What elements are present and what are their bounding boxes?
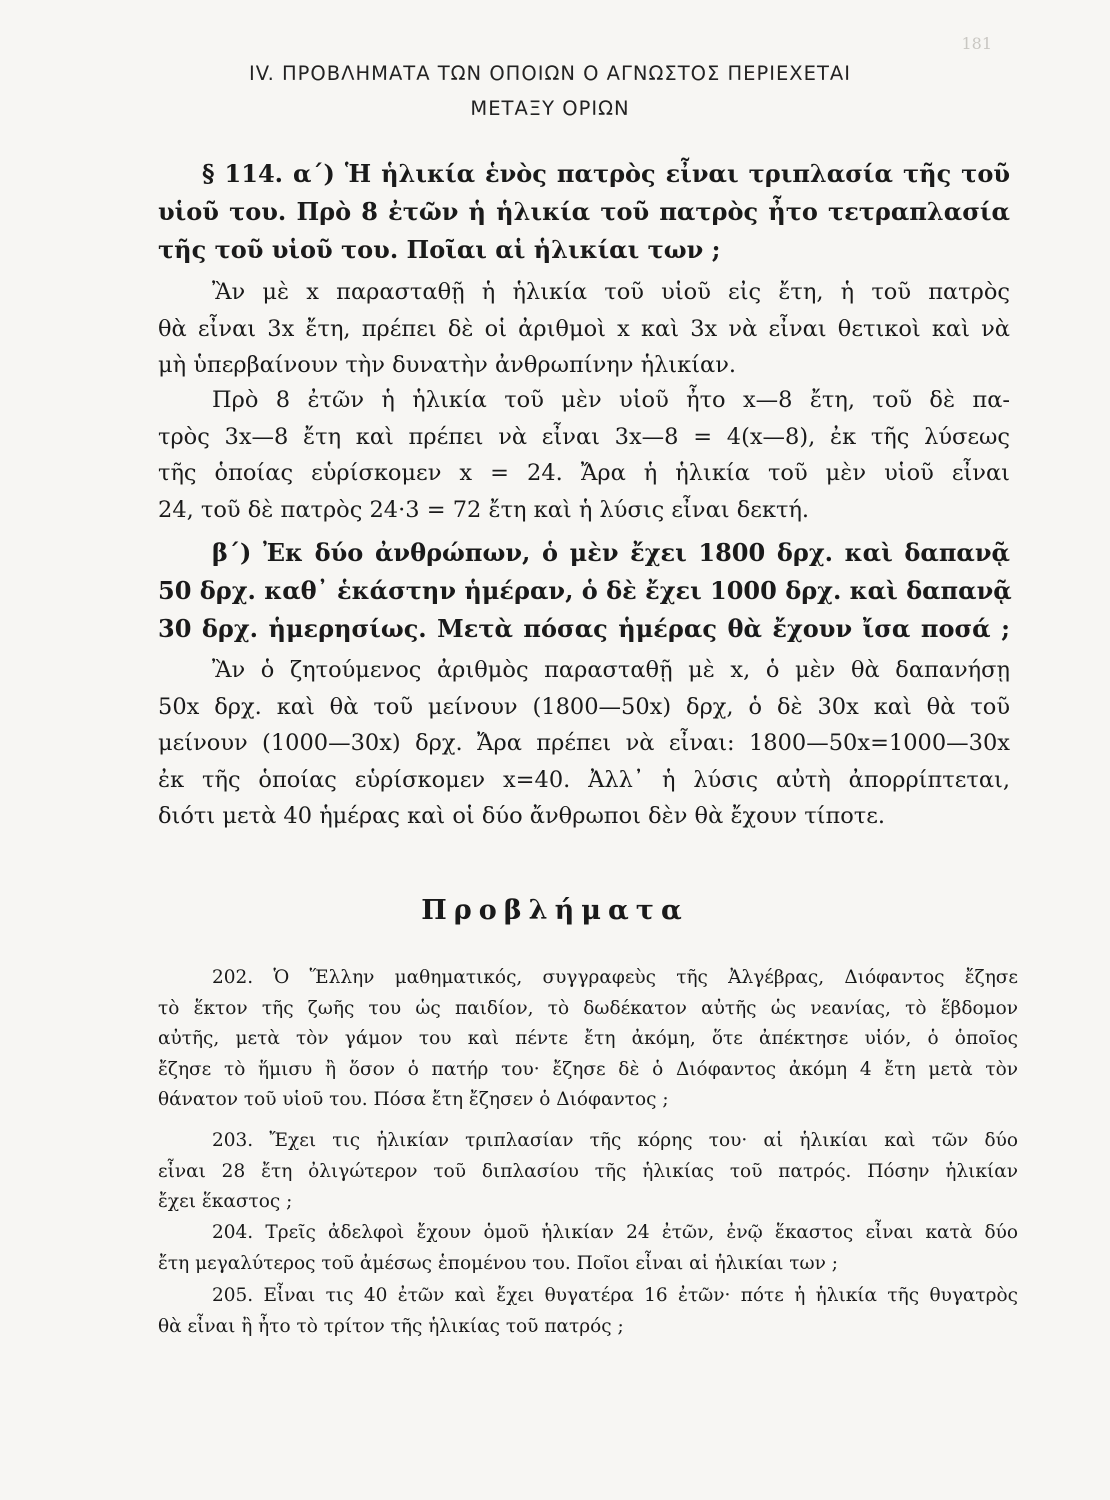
text-line: τῆς ὁποίας εὑρίσκομεν x = 24. Ἄρα ἡ ἡλικία τοῦ μὲν υἱοῦ εἶναι (158, 460, 1010, 486)
text-line: β΄) Ἐκ δύο ἀνθρώπων, ὁ μὲν ἔχει 1800 δρχ. καὶ δαπανᾷ (212, 538, 1010, 567)
text-line: ἐκ τῆς ὁποίας εὑρίσκομεν x=40. Ἀλλ᾿ ἡ λύσις αὐτὴ ἀπορρίπτεται, (158, 766, 1010, 793)
section-a-solution-paragraph-2 (158, 382, 1010, 528)
text-line: εἶναι 28 ἔτη ὀλιγώτερον τοῦ διπλασίου τῆς ἡλικίας τοῦ πατρός. Πόσην ἡλικίαν (158, 1160, 1018, 1182)
text-line: Ἂν μὲ x παρασταθῇ ἡ ἡλικία τοῦ υἱοῦ εἰς ἔτη, ἡ τοῦ πατρὸς (212, 279, 1010, 305)
problem-205 (158, 1281, 1018, 1342)
section-b-problem (158, 534, 1010, 648)
text-line: Πρὸ 8 ἐτῶν ἡ ἡλικία τοῦ μὲν υἱοῦ ἦτο x—8 ἔτη, τοῦ δὲ πα- (212, 387, 1010, 413)
text-line: 50 δρχ. καθ᾿ ἑκάστην ἡμέραν, ὁ δὲ ἔχει 1000 δρχ. καὶ δαπανᾷ (158, 576, 1012, 605)
section-a-problem (158, 155, 1010, 269)
bleed-through-page-number: 181 (961, 34, 992, 53)
problem-204 (158, 1218, 1018, 1279)
chapter-header-line-1: IV. ΠΡΟΒΛΗΜΑΤΑ ΤΩΝ ΟΠΟΙΩΝ Ο ΑΓΝΩΣΤΟΣ ΠΕΡΙΕΧΕΤΑΙ (249, 62, 851, 85)
text-line: § 114. α΄) Ἡ ἡλικία ἑνὸς πατρὸς εἶναι τριπλασία τῆς τοῦ (202, 159, 1010, 188)
problem-202 (158, 963, 1018, 1116)
text-line: ἔχει ἕκαστος ; (158, 1191, 293, 1212)
problems-title: Προβλήματα (421, 895, 689, 926)
text-line: τρὸς 3x—8 ἔτη καὶ πρέπει νὰ εἶναι 3x—8 = 4(x—8), ἐκ τῆς λύσεως (158, 423, 1010, 450)
text-line: ἔζησε τὸ ἥμισυ ἢ ὅσον ὁ πατήρ του· ἔζησε δὲ ὁ Διόφαντος ἀκόμη 4 ἔτη μετὰ τὸν (158, 1058, 1018, 1080)
text-line: ἔτη μεγαλύτερος τοῦ ἀμέσως ἑπομένου του. Ποῖοι εἶναι αἱ ἡλικίαι των ; (158, 1252, 838, 1274)
text-line: 202. Ὁ Ἕλλην μαθηματικός, συγγραφεὺς τῆς Ἀλγέβρας, Διόφαντος ἔζησε (212, 967, 1018, 988)
text-line: υἱοῦ του. Πρὸ 8 ἐτῶν ἡ ἡλικία τοῦ πατρὸς ἦτο τετραπλασία (158, 197, 1010, 226)
text-line: 30 δρχ. ἡμερησίως. Μετὰ πόσας ἡμέρας θὰ ἔχουν ἴσα ποσά ; (158, 614, 1010, 643)
section-b-solution (158, 652, 1010, 835)
text-line: 205. Εἶναι τις 40 ἐτῶν καὶ ἔχει θυγατέρα 16 ἐτῶν· πότε ἡ ἡλικία τῆς θυγατρὸς (212, 1285, 1018, 1306)
text-line: 50x δρχ. καὶ θὰ τοῦ μείνουν (1800—50x) δρχ, ὁ δὲ 30x καὶ θὰ τοῦ (158, 693, 1010, 720)
text-line: τὸ ἕκτον τῆς ζωῆς του ὡς παιδίον, τὸ δωδέκατον αὐτῆς ὡς νεανίας, τὸ ἕβδομον (158, 997, 1018, 1019)
text-line: μὴ ὑπερβαίνουν τὴν δυνατὴν ἀνθρωπίνην ἡλικίαν. (158, 352, 737, 378)
problem-203 (158, 1126, 1018, 1218)
text-line: διότι μετὰ 40 ἡμέρας καὶ οἱ δύο ἄνθρωποι δὲν θὰ ἔχουν τίποτε. (158, 803, 886, 829)
text-line: τῆς τοῦ υἱοῦ του. Ποῖαι αἱ ἡλικίαι των ; (158, 235, 721, 264)
text-line: μείνουν (1000—30x) δρχ. Ἄρα πρέπει νὰ εἶναι: 1800—50x=1000—30x (158, 730, 1010, 756)
text-line: 24, τοῦ δὲ πατρὸς 24·3 = 72 ἔτη καὶ ἡ λύσις εἶναι δεκτή. (158, 496, 810, 523)
text-line: αὐτῆς, μετὰ τὸν γάμον του καὶ πέντε ἔτη ἀκόμη, ὅτε ἀπέκτησε υἱόν, ὁ ὁποῖος (158, 1028, 1018, 1049)
text-line: 203. Ἔχει τις ἡλικίαν τριπλασίαν τῆς κόρης του· αἱ ἡλικίαι καὶ τῶν δύο (212, 1130, 1018, 1151)
chapter-header-line-2: ΜΕΤΑΞΥ ΟΡΙΩΝ (470, 97, 630, 120)
text-line: θὰ εἶναι 3x ἔτη, πρέπει δὲ οἱ ἀριθμοὶ x καὶ 3x νὰ εἶναι θετικοὶ καὶ νὰ (158, 315, 1010, 342)
text-line: 204. Τρεῖς ἀδελφοὶ ἔχουν ὁμοῦ ἡλικίαν 24 ἐτῶν, ἐνῷ ἕκαστος εἶναι κατὰ δύο (212, 1222, 1018, 1243)
text-line: θάνατον τοῦ υἱοῦ του. Πόσα ἔτη ἔζησεν ὁ Διόφαντος ; (158, 1089, 669, 1110)
text-line: θὰ εἶναι ἢ ἦτο τὸ τρίτον τῆς ἡλικίας τοῦ πατρός ; (158, 1315, 624, 1337)
section-a-solution-paragraph-1 (158, 274, 1010, 384)
text-line: Ἂν ὁ ζητούμενος ἀριθμὸς παρασταθῇ μὲ x, ὁ μὲν θὰ δαπανήσῃ (212, 657, 1010, 683)
